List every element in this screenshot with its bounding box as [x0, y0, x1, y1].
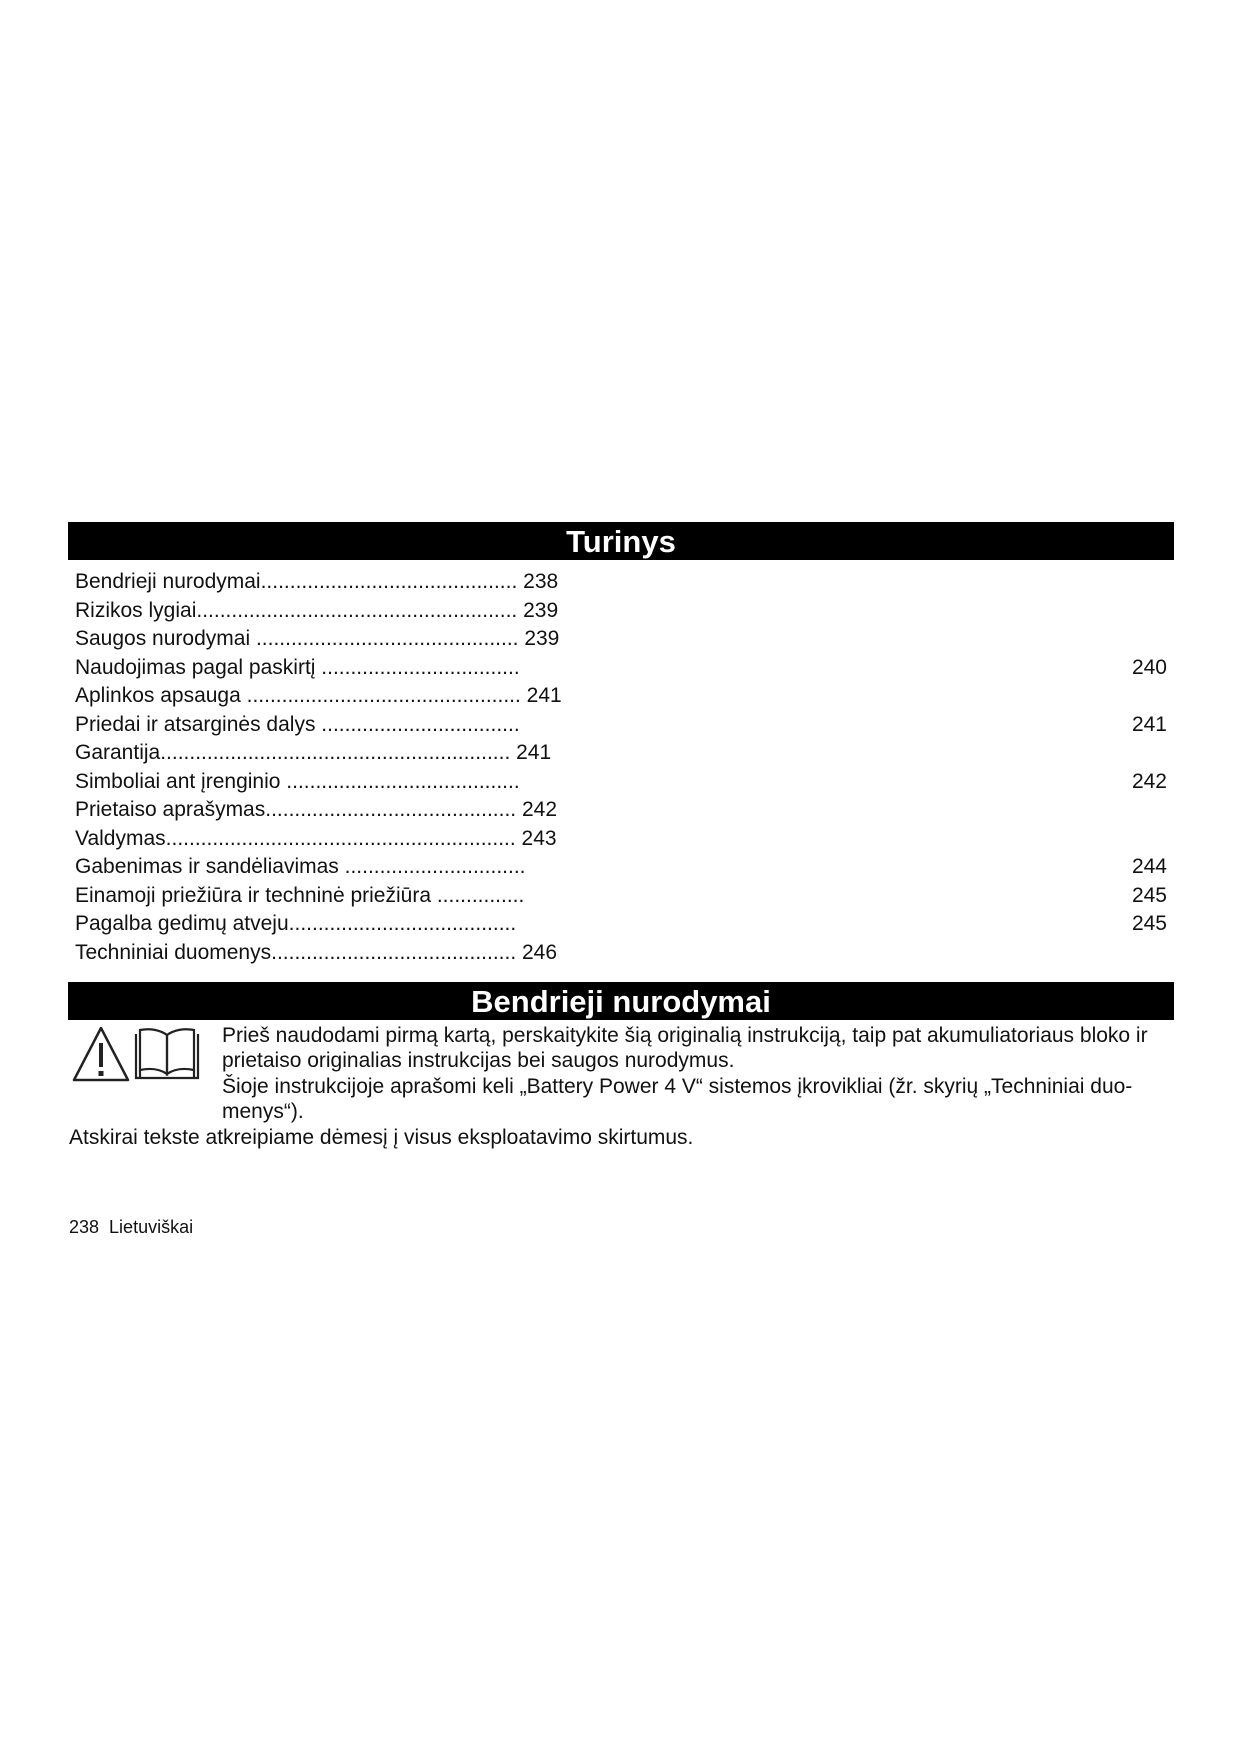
toc-entry-label: Simboliai ant įrenginio ........................................ — [75, 769, 520, 793]
table-of-contents — [68, 568, 1174, 967]
toc-entry-page: 244 — [1131, 855, 1167, 878]
toc-entry — [68, 853, 1174, 882]
toc-entry-label: Priedai ir atsarginės dalys .................................. — [75, 712, 520, 736]
toc-entry — [68, 654, 1174, 683]
toc-entry — [68, 910, 1174, 939]
toc-entry-label: Naudojimas pagal paskirtį .................................. — [75, 655, 520, 679]
toc-entry-label: Pagalba gedimų atveju....................................... — [75, 912, 517, 935]
toc-entry-page: 242 — [1131, 769, 1167, 793]
toc-entry-label: Bendrieji nurodymai............................................ 238 — [75, 570, 559, 593]
toc-entry-label: Prietaiso aprašymas........................................... 242 — [75, 798, 557, 821]
toc-entry-label: Gabenimas ir sandėliavimas ............................... — [75, 855, 526, 878]
toc-entry — [68, 711, 1174, 740]
toc-entry-page: 245 — [1131, 912, 1167, 935]
toc-entry — [68, 625, 1174, 654]
safety-icons — [70, 1024, 202, 1084]
toc-entry-page: 240 — [1131, 655, 1167, 679]
toc-entry — [68, 825, 1174, 854]
toc-entry — [68, 882, 1174, 911]
warning-triangle-icon — [74, 1028, 128, 1080]
toc-entry — [68, 568, 1174, 597]
toc-entry — [68, 796, 1174, 825]
toc-entry-label: Aplinkos apsauga ............................................... 241 — [75, 684, 562, 707]
toc-entry-page: 241 — [1131, 712, 1167, 736]
toc-entry-label: Valdymas............................................................ 243 — [75, 826, 557, 850]
footer-language: Lietuviškai — [109, 1217, 194, 1237]
toc-entry-label: Einamoji priežiūra ir techninė priežiūra ............... — [75, 883, 525, 907]
page-footer — [69, 1216, 193, 1238]
toc-entry — [68, 739, 1174, 768]
instruction-manual-icon — [136, 1029, 198, 1078]
toc-title: Turinys — [68, 522, 1174, 560]
toc-entry — [68, 597, 1174, 626]
differences-paragraph: Atskirai tekste atkreipiame dėmesį į visus eksploatavimo skirtumus. — [69, 1126, 694, 1149]
toc-entry-label: Saugos nurodymai ............................................. 239 — [75, 627, 560, 650]
toc-entry-label: Techniniai duomenys.......................................... 246 — [75, 940, 558, 964]
intro-paragraph: Prieš naudodami pirmą kartą, perskaitykite šią originalią instrukciją, taip pat akumuliatoriaus bloko ir prietaiso originalias instrukcijas bei saugos nurodymus. — [222, 1024, 1148, 1072]
charger-paragraph: Šioje instrukcijoje aprašomi keli „Battery Power 4 V“ sistemos įkrovikliai (žr. skyrių „Techniniai duo- menys“). — [222, 1075, 1133, 1123]
toc-entry-label: Garantija............................................................ 241 — [75, 741, 552, 764]
toc-entry-page: 245 — [1131, 883, 1167, 907]
toc-entry — [68, 682, 1174, 711]
toc-entry — [68, 768, 1174, 797]
page-number: 238 — [69, 1217, 100, 1237]
general-section-title: Bendrieji nurodymai — [68, 982, 1174, 1020]
toc-entry-label: Rizikos lygiai....................................................... 239 — [75, 598, 559, 622]
toc-entry — [68, 939, 1174, 968]
